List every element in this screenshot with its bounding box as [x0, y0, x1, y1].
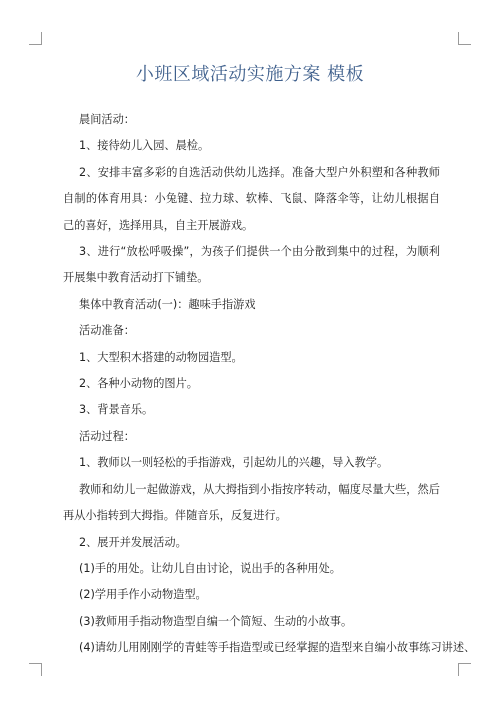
document-title: 小班区域活动实施方案 模板: [135, 64, 365, 85]
crop-mark-bottom-left: [29, 663, 42, 676]
paragraph: (1)手的用处。让幼儿自由讨论，说出手的各种用处。: [79, 561, 341, 575]
paragraph: 教师和幼儿一起做游戏，从大拇指到小指按序转动，幅度尽量大些，然后再从小指转到大拇指。伴随音乐，反复进行。: [63, 482, 440, 523]
paragraph: 2、展开并发展活动。: [79, 535, 187, 549]
paragraph: (2)学用手作小动物造型。: [79, 588, 207, 602]
paragraph: 3、背景音乐。: [79, 403, 154, 417]
crop-mark-top-left: [29, 32, 42, 45]
paragraph: 1、大型积木搭建的动物园造型。: [79, 350, 243, 364]
paragraph: 2、安排丰富多彩的自选活动供幼儿选择。准备大型户外积塑和各种教师自制的体育用具：小兔键、拉力球、软棒、飞鼠、降落伞等，让幼儿根据自己的喜好，选择用具，自主开展游戏。: [63, 165, 440, 232]
paragraph: 集体中教育活动(一)：趣味手指游戏: [79, 297, 256, 311]
document-body: [63, 107, 476, 662]
paragraph: 3、进行“放松呼吸操”，为孩子们提供一个由分散到集中的过程，为顺利开展集中教育活动打下铺垫。: [63, 245, 440, 285]
paragraph: (4)请幼儿用刚刚学的青蛙等手指造型或已经掌握的造型来自编小故事练习讲述、: [79, 641, 476, 655]
paragraph: (3)教师用手指动物造型自编一个简短、生动的小故事。: [79, 614, 353, 628]
paragraph: 晨间活动：: [79, 113, 135, 126]
crop-mark-bottom-right: [458, 663, 471, 676]
paragraph: 1、接待幼儿入园、晨检。: [79, 139, 210, 153]
paragraph: 活动准备：: [79, 324, 135, 338]
paragraph: 1、教师以一则轻松的手指游戏，引起幼儿的兴趣，导入教学。: [79, 456, 389, 470]
paragraph: 2、各种小动物的图片。: [79, 377, 198, 391]
paragraph: 活动过程：: [79, 429, 135, 443]
crop-mark-top-right: [458, 32, 471, 45]
